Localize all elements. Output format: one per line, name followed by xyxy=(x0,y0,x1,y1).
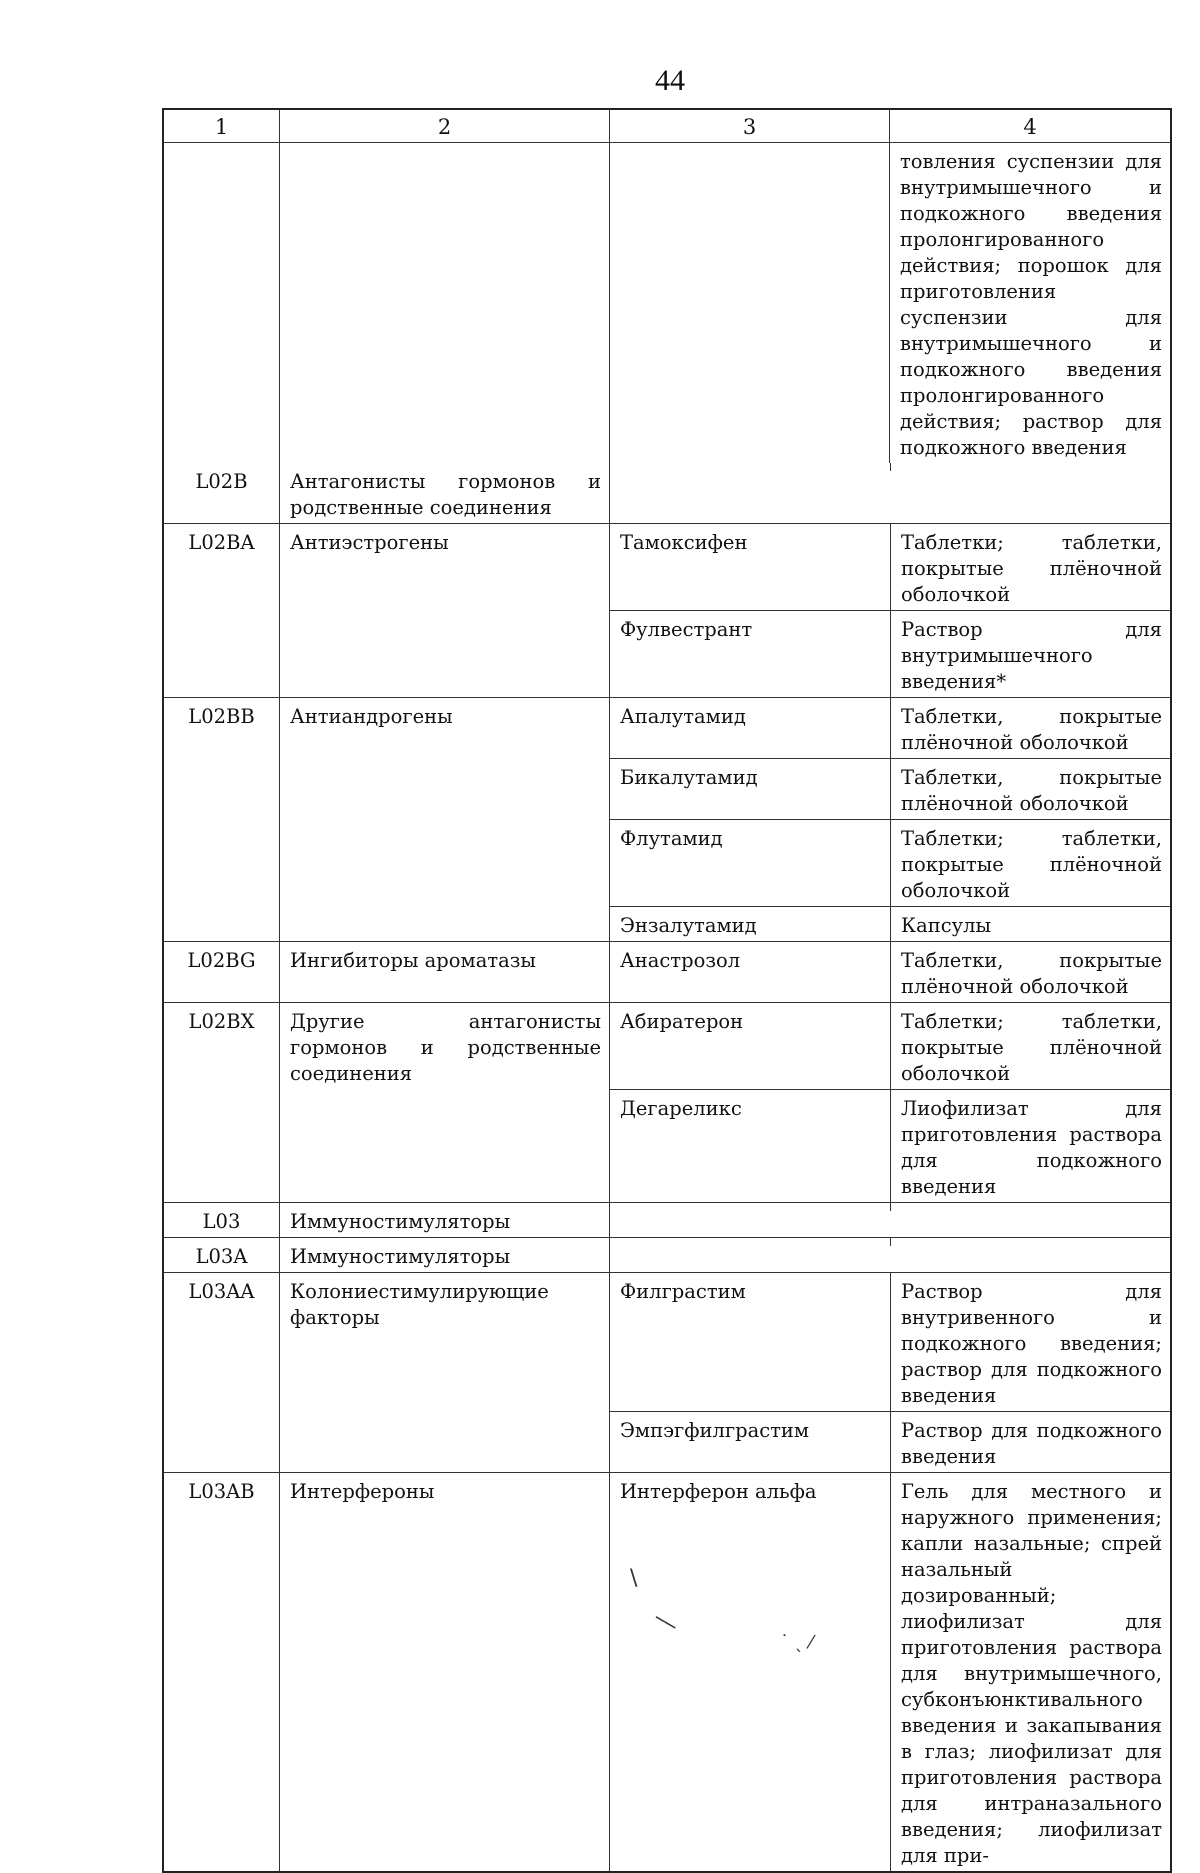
form-cell: Лиофилизат для приготовления раствора для подкожного введения xyxy=(890,1090,1170,1202)
group-cell: Антагонисты гормонов и родственные соединения xyxy=(279,463,609,523)
drug-list xyxy=(609,1273,1170,1472)
drug-cell: Анастрозол xyxy=(620,949,741,972)
drug-cell: Дегареликс xyxy=(620,1097,742,1120)
drug-cell xyxy=(610,463,890,471)
group-cell: Интерфероны xyxy=(279,1473,609,1871)
form-cell: Гель для местного и наружного применения; капли назальные; спрей назальный дозированный; лиофилизат для приготовления раствора для внутримышечного, субконъюнктивального введения и закапывания в глаз; лиофилизат для приготовления раствора для интраназального введения; лиофилизат для при- xyxy=(890,1473,1170,1871)
code-cell: L02BG xyxy=(187,949,256,972)
form-cell xyxy=(890,463,1170,471)
form-cell: Раствор для внутривенного и подкожного введения; раствор для подкожного введения xyxy=(890,1273,1170,1411)
table-row xyxy=(164,523,1170,697)
code-cell: L03AB xyxy=(188,1480,255,1503)
drug-list xyxy=(609,524,1170,697)
page-number: 44 xyxy=(655,64,685,97)
code-cell: L02BX xyxy=(188,1010,255,1033)
drug-row xyxy=(610,1089,1170,1202)
drug-cell xyxy=(610,1203,890,1211)
drug-row xyxy=(610,698,1170,758)
drug-cell: Энзалутамид xyxy=(620,914,757,937)
drug-cell: Тамоксифен xyxy=(620,531,748,554)
drug-row xyxy=(610,610,1170,697)
drug-cell xyxy=(609,143,889,463)
drug-row xyxy=(610,1411,1170,1472)
form-cell xyxy=(890,1238,1170,1246)
table-row xyxy=(164,1002,1170,1202)
form-cell xyxy=(890,1203,1170,1211)
drug-cell: Бикалутамид xyxy=(620,766,758,789)
drug-row xyxy=(610,463,1170,471)
code-cell: L02BA xyxy=(188,531,255,554)
group-cell: Иммуностимуляторы xyxy=(279,1238,609,1272)
drug-list xyxy=(609,1203,1170,1237)
group-cell: Иммуностимуляторы xyxy=(279,1203,609,1237)
scan-artifact: ‾‾ xyxy=(645,1614,677,1647)
drug-row xyxy=(610,1238,1170,1246)
table-row-continuation xyxy=(164,142,1170,463)
table-body xyxy=(164,463,1170,1871)
group-cell: Ингибиторы ароматазы xyxy=(279,942,609,1002)
table-row xyxy=(164,1237,1170,1272)
drug-row xyxy=(610,1473,1170,1871)
form-cell: Таблетки; таблетки, покрытые плёночной оболочкой xyxy=(890,1003,1170,1089)
drug-cell: Филграстим xyxy=(620,1280,746,1303)
code-cell: L02BB xyxy=(188,705,255,728)
drug-list xyxy=(609,1238,1170,1272)
group-cell: Антиэстрогены xyxy=(279,524,609,697)
drug-cell: Фулвестрант xyxy=(620,618,753,641)
code-cell: L02B xyxy=(195,470,248,493)
drug-row xyxy=(610,1203,1170,1211)
drug-cell: Эмпэгфилграстим xyxy=(620,1419,810,1442)
form-cell: Таблетки; таблетки, покрытые плёночной оболочкой xyxy=(890,524,1170,610)
drug-cell: Апалутамид xyxy=(620,705,746,728)
drug-list xyxy=(609,463,1170,523)
drug-row xyxy=(610,906,1170,941)
drug-cell xyxy=(610,1238,890,1246)
group-cell: Колониестимулирующие факторы xyxy=(279,1273,609,1472)
scan-artifact: ˙ ˎ ⁄ xyxy=(780,1632,813,1653)
table-row xyxy=(164,697,1170,941)
drug-row xyxy=(610,819,1170,906)
drug-list xyxy=(609,1003,1170,1202)
group-cell: Другие антагонисты гормонов и родственные соединения xyxy=(279,1003,609,1202)
drug-list xyxy=(609,1473,1170,1871)
code-cell: L03 xyxy=(202,1210,241,1233)
header-col-2: 2 xyxy=(279,110,609,142)
drug-row xyxy=(610,1003,1170,1089)
table-row xyxy=(164,1202,1170,1237)
scan-artifact: \ xyxy=(630,1566,638,1591)
drug-cell: Флутамид xyxy=(620,827,723,850)
drug-cell: Абиратерон xyxy=(620,1010,744,1033)
table-row xyxy=(164,941,1170,1002)
code-cell: L03A xyxy=(195,1245,248,1268)
drug-table xyxy=(162,108,1172,1873)
form-cell: Таблетки; таблетки, покрытые плёночной оболочкой xyxy=(890,820,1170,906)
form-cell: Капсулы xyxy=(890,907,1170,941)
drug-list xyxy=(609,942,1170,1002)
form-cell: Таблетки, покрытые плёночной оболочкой xyxy=(890,698,1170,758)
table-header-row xyxy=(164,110,1170,142)
group-cell: Антиандрогены xyxy=(279,698,609,941)
form-cell: товления суспензии для внутримышечного и подкожного введения пролонгированного действия; порошок для приготовления суспензии для внутримышечного и подкожного введения пролонгированного действия; раствор для подкожного введения xyxy=(889,143,1170,463)
code-cell: L03AA xyxy=(188,1280,255,1303)
form-cell: Таблетки, покрытые плёночной оболочкой xyxy=(890,759,1170,819)
form-cell: Раствор для внутримышечного введения* xyxy=(890,611,1170,697)
group-cell xyxy=(279,143,609,463)
header-col-3: 3 xyxy=(609,110,889,142)
table-row xyxy=(164,1472,1170,1871)
table-row xyxy=(164,463,1170,523)
code-cell xyxy=(164,143,279,463)
drug-list xyxy=(609,698,1170,941)
drug-row xyxy=(610,758,1170,819)
drug-row xyxy=(610,1273,1170,1411)
form-cell: Таблетки, покрытые плёночной оболочкой xyxy=(890,942,1170,1002)
form-cell: Раствор для подкожного введения xyxy=(890,1412,1170,1472)
header-col-4: 4 xyxy=(889,110,1170,142)
drug-row xyxy=(610,942,1170,1002)
drug-row xyxy=(610,524,1170,610)
table-row xyxy=(164,1272,1170,1472)
header-col-1: 1 xyxy=(214,115,229,139)
drug-cell: Интерферон альфа xyxy=(620,1480,817,1503)
